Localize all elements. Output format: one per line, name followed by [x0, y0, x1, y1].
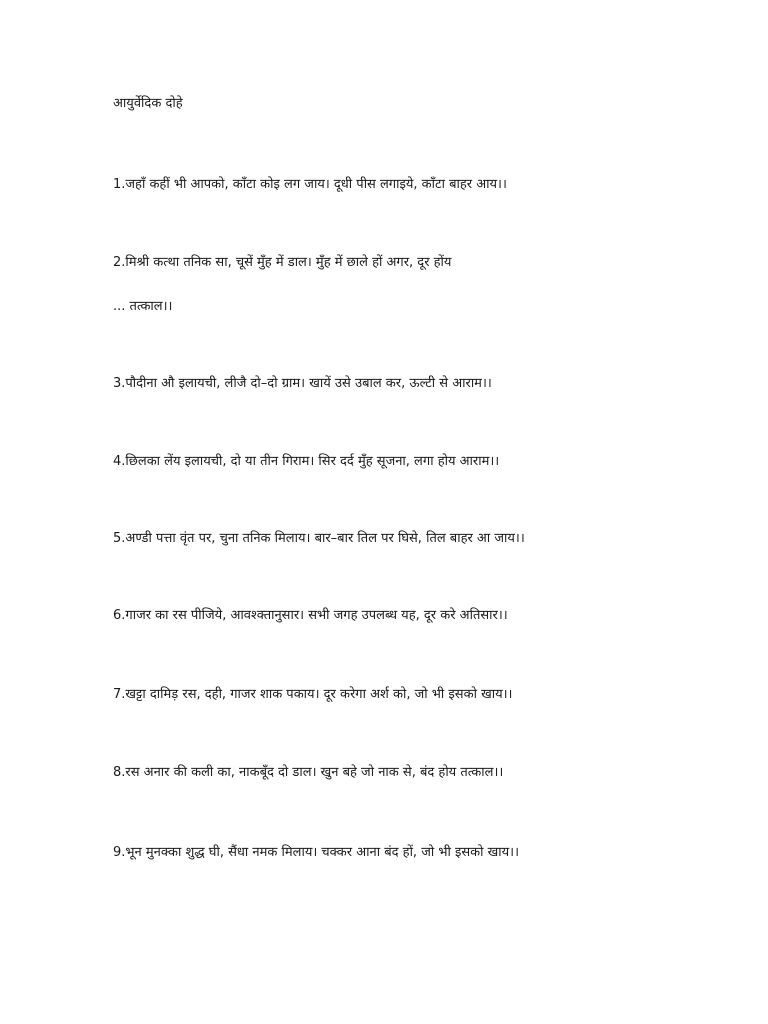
doha-line-7: 7.खट्टा दामिड़ रस, दही, गाजर शाक पकाय। दूर करेगा अर्श को, जो भी इसको खाय।। — [113, 687, 513, 702]
doha-line-9: 9.भून मुनक्का शुद्ध घी, सैंधा नमक मिलाय। चक्कर आना बंद हों, जो भी इसको खाय।। — [113, 845, 520, 860]
doha-line-1: 1.जहाँ कहीं भी आपको, काँटा कोइ लग जाय। दूधी पीस लगाइये, काँटा बाहर आय।। — [113, 177, 507, 192]
doha-line-8: 8.रस अनार की कली का, नाकबूँद दो डाल। खुन बहे जो नाक से, बंद होय तत्काल।। — [113, 765, 504, 780]
doha-line-3: 3.पौदीना औ इलायची, लीजै दो–दो ग्राम। खायें उसे उबाल कर, ऊल्टी से आराम।। — [113, 376, 492, 391]
doha-line-5: 5.अण्डी पत्ता वृंत पर, चुना तनिक मिलाय। बार–बार तिल पर घिसे, तिल बाहर आ जाय।। — [113, 531, 525, 546]
doha-line-6: 6.गाजर का रस पीजिये, आवश्क्तानुसार। सभी जगह उपलब्ध यह, दूर करे अतिसार।। — [113, 608, 508, 623]
document-title: आयुर्वेदिक दोहे — [113, 96, 183, 111]
doha-line-2-continuation: ... तत्काल।। — [113, 299, 173, 314]
doha-line-2: 2.मिश्री कत्था तनिक सा, चूसें मुँह में डाल। मुँह में छाले हों अगर, दूर होंय — [113, 255, 452, 270]
doha-line-4: 4.छिलका लेंय इलायची, दो या तीन गिराम। सिर दर्द मुँह सूजना, लगा होय आराम।। — [113, 454, 500, 469]
